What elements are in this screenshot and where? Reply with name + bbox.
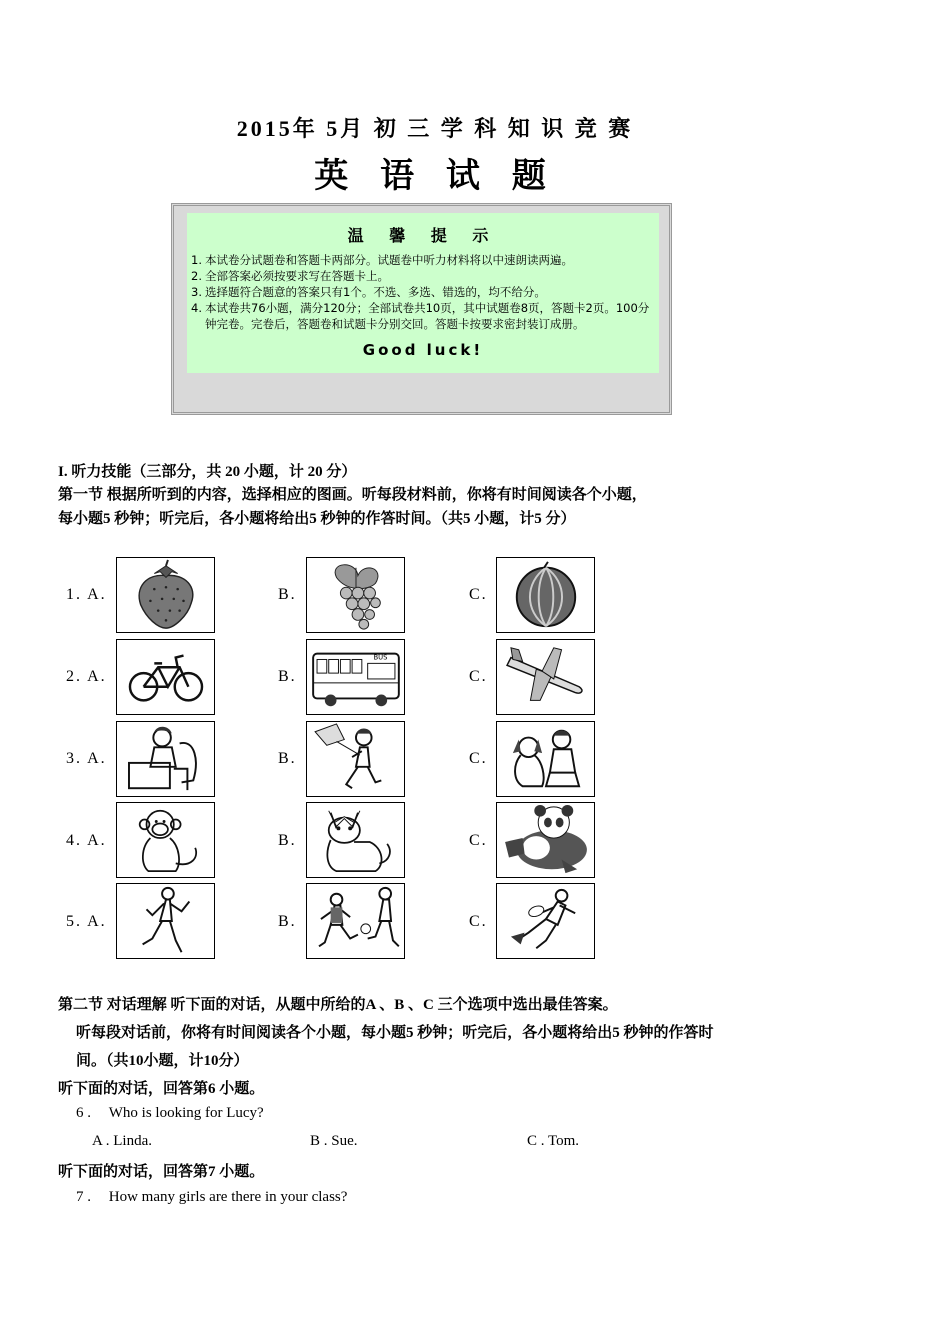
option-image[interactable] bbox=[496, 721, 595, 797]
option-image[interactable] bbox=[306, 883, 405, 959]
boy-studying-icon bbox=[117, 722, 214, 796]
tips-list bbox=[187, 252, 659, 332]
grapes-icon bbox=[307, 558, 404, 632]
tips-item-text: 本试卷共76小题，满分120分；全部试卷共10页，其中试题卷8页，答题卡2页。100分钟完卷。完卷后，答题卷和试题卡分别交回。答题卡按要求密封装订成册。 bbox=[205, 301, 650, 331]
option-image[interactable] bbox=[496, 883, 595, 959]
question-1-label-a: 1. A. bbox=[66, 586, 107, 603]
option-image[interactable] bbox=[116, 639, 215, 715]
question-6-option-a[interactable]: A . Linda. bbox=[92, 1133, 152, 1149]
monkey-icon bbox=[117, 803, 214, 877]
option-image[interactable] bbox=[306, 721, 405, 797]
question-3-label-c: C. bbox=[469, 750, 488, 767]
boy-with-dog-icon bbox=[497, 722, 594, 796]
question-6-number: 6 . bbox=[76, 1105, 91, 1121]
question-5-label-a: 5. A. bbox=[66, 913, 107, 930]
tips-heading: 温 馨 提 示 bbox=[347, 226, 499, 245]
section2-instruction-line2: 听每段对话前，你将有时间阅读各个小题，每小题5 秒钟；听完后，各小题将给出5 秒钟的作答时 bbox=[76, 1025, 714, 1041]
watermelon-icon bbox=[497, 558, 594, 632]
tips-item bbox=[191, 284, 659, 300]
question-1-label-c: C. bbox=[469, 586, 488, 603]
question-2-label-a: 2. A. bbox=[66, 668, 107, 685]
strawberry-icon bbox=[117, 558, 214, 632]
tips-item-number: 3. bbox=[191, 285, 202, 299]
question-2-label-b: B. bbox=[278, 668, 297, 685]
tips-item bbox=[191, 268, 659, 284]
question-7-prompt: 听下面的对话，回答第7 小题。 bbox=[58, 1164, 265, 1180]
option-image[interactable] bbox=[116, 557, 215, 633]
option-image[interactable] bbox=[496, 639, 595, 715]
tips-panel bbox=[187, 213, 659, 373]
rugby-player-icon bbox=[497, 884, 594, 958]
question-1-label-b: B. bbox=[278, 586, 297, 603]
tips-item-number: 4. bbox=[191, 301, 202, 315]
exam-title: 英 语 试 题 bbox=[314, 156, 556, 196]
section1-instruction-line1: 第一节 根据所听到的内容，选择相应的图画。听每段材料前，你将有时间阅读各个小题， bbox=[58, 487, 647, 503]
exam-subtitle: 2015年 5月 初 三 学 科 知 识 竞 赛 bbox=[236, 116, 634, 141]
option-image[interactable] bbox=[496, 802, 595, 878]
section1-title: I. 听力技能（三部分，共 20 小题，计 20 分） bbox=[58, 464, 357, 480]
option-image[interactable] bbox=[306, 639, 405, 715]
section1-instruction-line2: 每小题5 秒钟；听完后，各小题将给出5 秒钟的作答时间。（共5 小题，计5 分） bbox=[58, 511, 576, 527]
airplane-icon bbox=[497, 640, 594, 714]
question-7-text: How many girls are there in your class? bbox=[108, 1189, 348, 1205]
question-5-label-c: C. bbox=[469, 913, 488, 930]
tips-item-number: 2. bbox=[191, 269, 202, 283]
question-6-prompt: 听下面的对话，回答第6 小题。 bbox=[58, 1081, 265, 1097]
section2-title: 第二节 对话理解 听下面的对话，从题中所给的A 、B 、C 三个选项中选出最佳答案。 bbox=[58, 997, 618, 1013]
tips-item bbox=[191, 252, 659, 268]
question-6-text: Who is looking for Lucy? bbox=[108, 1105, 264, 1121]
option-image[interactable] bbox=[306, 802, 405, 878]
tips-item-text: 选择题符合题意的答案只有1个。不选、多选、错选的，均不给分。 bbox=[205, 285, 546, 299]
tips-item bbox=[191, 300, 659, 332]
question-6-option-c[interactable]: C . Tom. bbox=[527, 1133, 580, 1149]
option-image[interactable] bbox=[116, 721, 215, 797]
good-luck-text: Good luck! bbox=[362, 341, 484, 359]
question-6-option-b[interactable]: B . Sue. bbox=[310, 1133, 358, 1149]
question-2-label-c: C. bbox=[469, 668, 488, 685]
option-image[interactable] bbox=[116, 883, 215, 959]
tips-item-text: 本试卷分试题卷和答题卡两部分。试题卷中听力材料将以中速朗读两遍。 bbox=[205, 253, 573, 267]
tips-item-number: 1. bbox=[191, 253, 202, 267]
panda-icon bbox=[497, 803, 594, 877]
bus-label: BUS bbox=[373, 653, 388, 662]
question-7-number: 7 . bbox=[76, 1189, 91, 1205]
option-image[interactable] bbox=[116, 802, 215, 878]
question-3-label-b: B. bbox=[278, 750, 297, 767]
tips-box bbox=[171, 203, 672, 415]
tips-item-text: 全部答案必须按要求写在答题卡上。 bbox=[205, 269, 389, 283]
question-4-label-a: 4. A. bbox=[66, 832, 107, 849]
question-3-label-a: 3. A. bbox=[66, 750, 107, 767]
question-4-label-c: C. bbox=[469, 832, 488, 849]
question-4-label-b: B. bbox=[278, 832, 297, 849]
boy-flying-kite-icon bbox=[307, 722, 404, 796]
option-image[interactable] bbox=[496, 557, 595, 633]
bus-icon bbox=[307, 640, 404, 714]
question-7 bbox=[76, 1189, 347, 1206]
question-5-label-b: B. bbox=[278, 913, 297, 930]
section2-instruction-line3: 间。（共10小题，计10分） bbox=[76, 1053, 249, 1069]
question-6 bbox=[76, 1105, 264, 1122]
cat-icon bbox=[307, 803, 404, 877]
option-image[interactable] bbox=[306, 557, 405, 633]
football-players-icon bbox=[307, 884, 404, 958]
bicycle-icon bbox=[117, 640, 214, 714]
runner-icon bbox=[117, 884, 214, 958]
